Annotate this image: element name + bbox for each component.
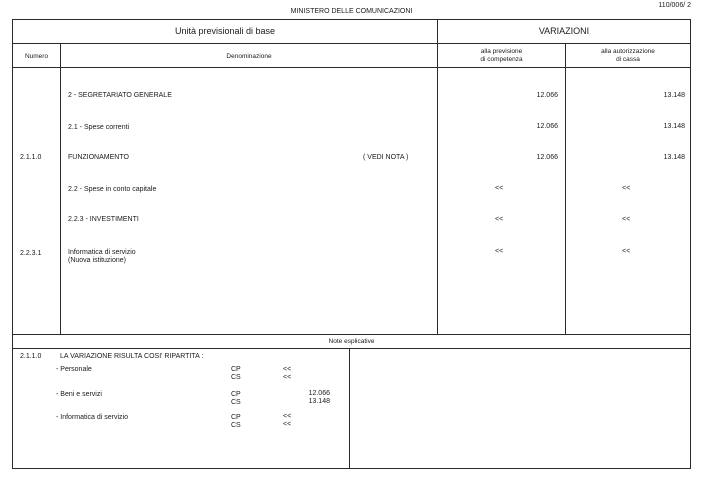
ministry-title: MINISTERO DELLE COMUNICAZIONI — [290, 8, 413, 15]
note-heading: LA VARIAZIONE RISULTA COSI' RIPARTITA : — [60, 353, 204, 360]
row-numero: 2.2.3.1 — [20, 250, 42, 257]
row-nota: ( VEDI NOTA ) — [363, 154, 409, 161]
note-divider-header — [12, 348, 691, 349]
row-denominazione: 2.2.3 - INVESTIMENTI — [68, 216, 139, 223]
row-cassa: 13.148 — [663, 154, 685, 161]
frame-left — [12, 19, 13, 469]
frame-right — [690, 19, 691, 469]
row-denominazione: FUNZIONAMENTO — [68, 154, 129, 161]
note-cs-label: CS — [231, 399, 241, 406]
frame-bottom — [12, 468, 691, 469]
note-divider-top — [12, 334, 691, 335]
header-cassa-1: alla autorizzazione — [601, 48, 655, 55]
row-denominazione: Informatica di servizio — [68, 249, 136, 256]
row-cassa: << — [622, 185, 631, 192]
row-cassa: 13.148 — [663, 123, 685, 130]
header-variazioni: VARIAZIONI — [538, 26, 590, 36]
note-item-label: - Personale — [56, 366, 92, 373]
row-competenza: << — [495, 216, 504, 223]
note-cp-label: CP — [231, 391, 241, 398]
row-competenza: << — [495, 185, 504, 192]
note-cs-label: CS — [231, 422, 241, 429]
header-divider-1 — [12, 43, 691, 44]
row-cassa: 13.148 — [663, 92, 685, 99]
header-denominazione: Denominazione — [226, 53, 272, 60]
header-divider-2 — [12, 67, 691, 68]
note-cs-value: 13.148 — [308, 398, 330, 405]
header-numero: Numero — [24, 53, 49, 60]
header-cassa-2: di cassa — [616, 56, 640, 63]
note-divider-vertical — [349, 348, 350, 468]
row-competenza: 12.066 — [536, 154, 558, 161]
note-cp-value: 12.066 — [308, 390, 330, 397]
row-denominazione: 2.1 - Spese correnti — [68, 124, 130, 131]
row-competenza: << — [495, 248, 504, 255]
note-code: 2.1.1.0 — [20, 353, 42, 360]
header-competenza-1: alla previsione — [480, 48, 523, 55]
note-item-label: - Beni e servizi — [56, 391, 102, 398]
col-divider-variazioni — [437, 19, 438, 334]
row-denominazione: 2.2 - Spese in conto capitale — [68, 186, 157, 193]
page-code: 110/006/ 2 — [658, 2, 691, 9]
col-divider-numero — [60, 43, 61, 334]
header-unita: Unità previsionali di base — [174, 26, 276, 36]
row-competenza: 12.066 — [536, 92, 558, 99]
header-competenza-2: di competenza — [480, 56, 523, 63]
row-cassa: << — [622, 248, 631, 255]
row-denominazione: 2 - SEGRETARIATO GENERALE — [68, 92, 172, 99]
note-cs-label: CS — [231, 374, 241, 381]
row-competenza: 12.066 — [536, 123, 558, 130]
note-cp-value: << — [283, 413, 292, 420]
note-item-label: - Informatica di servizio — [56, 414, 128, 421]
note-title: Note esplicative — [328, 338, 375, 345]
frame-top — [12, 19, 691, 20]
row-denominazione-sub: (Nuova istituzione) — [68, 257, 126, 264]
col-divider-cassa — [565, 43, 566, 334]
note-cp-value: << — [283, 366, 292, 373]
note-cs-value: << — [283, 421, 292, 428]
note-cp-label: CP — [231, 414, 241, 421]
row-cassa: << — [622, 216, 631, 223]
row-numero: 2.1.1.0 — [20, 154, 42, 161]
note-cs-value: << — [283, 374, 292, 381]
note-cp-label: CP — [231, 366, 241, 373]
